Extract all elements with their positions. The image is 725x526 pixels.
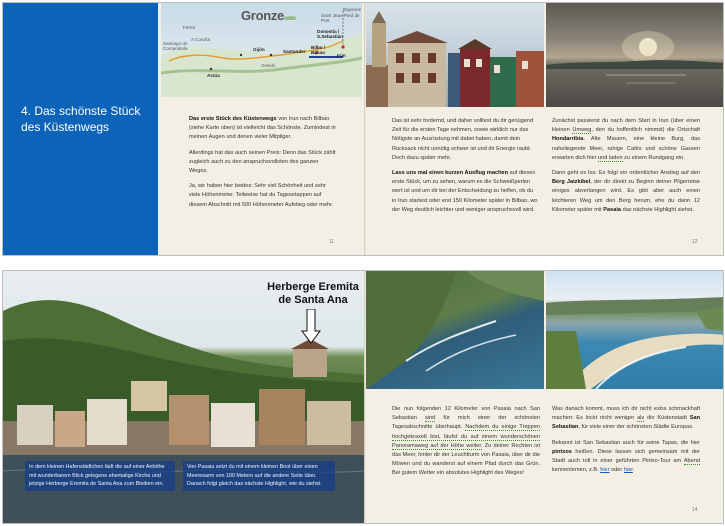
route-map [161,3,362,97]
map-label-gijon: Gijón [253,47,265,52]
p14-col1-text-b: für mich einer der schönsten Tagesabschnitte überhaupt. [392,415,540,431]
photo-sunset-art [546,3,724,107]
page-number-11: 11 [329,239,335,245]
p14-col2-text-f: kennenlernen, z.B. [552,467,601,474]
p12-col2-text-e: Dann geht es los: Es folgt ein ordentlicher Anstieg auf den [552,170,700,177]
map-label-bilbao: Bilbo / Bilbao [311,45,326,55]
gronze-logo: Gronzecom [241,8,296,23]
p14-col2-text-a: Was danach kommt, muss ich dir nicht extra schmackhaft machen: Es lockt nicht weniger [552,406,700,422]
map-label-santander: Santander [283,49,306,54]
page-number-12: 12 [692,239,698,245]
map-label-santiago: Santiago de Compostela [163,41,188,51]
p12-hondarribia: Hondarribia [552,136,584,143]
p14-col1-text-c: Zu deiner Rechten ist das Meer, hinter dir der Leuchtturm von Pasaia, über dir die Möwen und du wanderst auf einem Pfad durch das Grün. Bei gutem Wetter ein absolutes Highlight des Weges! [392,442,540,477]
map-label-arzua: Arzúa [207,73,220,78]
p12-umweg: Umweg [572,127,592,134]
p11-bold-lead: Das erste Stück des Küstenwegs [189,116,277,122]
p12-col2-text-d: zu einem Rundgang ein. [622,154,685,161]
page-12 [366,3,724,255]
page-12-col1 [392,117,538,221]
photo-coast-cliffs [366,271,544,389]
p14-pintxos: pintxos [552,448,572,455]
p14-col2-text-c: , für viele einer der schönsten Städte Europas. [578,424,694,431]
map-label-oviedo: Oviedo [261,63,276,68]
p14-als: als [637,415,645,422]
p14-link-hier-2[interactable]: hier [623,467,633,474]
photo-hondarribia-art [366,3,544,107]
p14-san-sebastian: San Sebastian [552,415,700,431]
page-14 [366,271,724,523]
p12-col1-para1: Das ist sehr fordernd, und daher solltest du dir genügend Zeit für die ersten Tage nehmen, sowie wirklich nur das Nötigste an Ausrüstung mit dabei haben, damit dein Rucksack nicht unnötig schwer ist und dir Energie raubt. Doch dazu später mehr. [392,118,534,161]
p12-col2-text-b: , den du hoffentlich nimmst) die Ortschaft [591,127,700,134]
down-arrow-icon [301,309,321,345]
annotation-herberge: Herberge Eremita de Santa Ana [267,281,359,306]
chapter-title: 4. Das schönste Stück des Küstenwegs [21,104,141,134]
p14-col2-text-e: heißen. Diese lassen sich gemeinsam mit der Stadt auch toll in einer geführten Pintxo-Tour am [552,448,700,465]
p14-link-hier-1[interactable]: hier [600,467,610,474]
p12-col2-text-a: Zunächst passierst du nach dem Start in Irun (über einen kleinen [552,118,700,134]
page-number-14: 14 [692,507,698,513]
p12-pasaia: Pasaia [603,206,622,213]
p14-col2-text-g: oder [609,467,624,474]
p12-und-laden: und laden [598,154,623,161]
p12-col1-para2: auf dieses erste Stück, um zu sehen, warum es die Schweißperlen wert ist und um dir bei der Entscheidung zu helfen, ob du in Irun startest oder erst 150 Kilometer später in Bilbao, wo der Weg deutlich leichter und weniger anspruchsvoll wird. [392,170,538,213]
p11-para3: Ja, wir haben hier beides: Sehr viel Schönheit und sehr viele Höhenmeter. Teilweise hat du Tagesetappen auf diesem Abschnitt mit 500 Höhenmeter Aufstieg oder mehr. [189,183,334,208]
p12-berg: Berg Jaizkibel [552,179,591,186]
map-label-bayonne: Bayonne [343,7,362,12]
photo-hondarribia [366,3,544,107]
page-12-col2 [552,117,700,221]
page-11-text [189,115,337,216]
map-label-irun: Irún [337,53,346,58]
p14-col2-text-h: . [632,467,635,474]
map-label-donostia: Donostia / S.Sebastián [317,29,344,39]
p14-col2-text-d: Bekannt ist San Sebastian auch für seine Tapas, die hier [552,439,700,446]
p12-col1-bold-lead: Lass uns mal einen kurzen Ausflug machen [392,170,509,177]
spread-bottom [2,270,724,524]
page-14-col1 [392,405,540,485]
p12-col2-text-f: , der dir direkt zu Beginn deiner Pilgerreise einiges abverlangen wird. Es gibt aber auch einen leichteren Weg um den Berg herum, ehe du dann 12 Kilometer später mit [552,179,700,213]
p12-col2-text-g: das nächste Highlight siehst. [621,206,694,213]
p11-para1: von Irun nach Bilbao (siehe Karte oben) ist vielleicht das Schönste. Zumindest in meinen Augen und denen vieler Mitpilger. [189,116,336,141]
photo-san-sebastian-bay [546,271,724,389]
p11-para2: Allerdings hat das auch seinen Preis: Denn das Stück zählt zugleich auch zu den anspruchsvollsten des ganzen Weges. [189,149,336,175]
map-label-coruna: A Coruña [191,37,211,42]
p12-col2-text-c: . Alte Mauern, eine kleine Burg, das naheliegende Meer, ruhige Cafés und schöne Gassen erwarten dich hier [552,136,700,161]
caption-right: Von Pasaia setzt du mit einem kleinen Boot über einen Meeresarm von 100 Metern auf die andere Seite über. Danach folgt gleich das nächste Highlight, wie du siehst. [183,461,335,491]
photo-coast-art [366,271,544,389]
p14-abend: Abend [683,458,700,465]
page-chapter-left [3,3,364,255]
spread-top [2,2,724,256]
photo-sunset-sea [546,3,724,107]
chapter-panel [3,3,158,255]
map-label-ferrol: Ferrol [183,25,195,30]
p14-col1-text-a: Die nun folgenden 12 Kilometer von Pasaia nach San Sebastian [392,406,540,422]
map-label-stjean: Saint Jean Pied de Port [321,13,360,23]
p14-sind: sind [424,415,436,422]
photo-bay-art [546,271,724,389]
caption-left: In dem kleinen Hafenstädtchen lädt die auf einer Anhöhe mit wunderbarem Blick gelegene ehemalige Kirche und jetzige Herberge Eremita de Santa Ana zum Bleiben ein. [25,461,175,491]
p14-col2-text-b: die Küstenstadt [644,415,690,422]
p14-underlined-sentence: Nachdem du einige Treppen hochgekraxelt bist, läufst du auf einem wunderschönen Panoramaweg auf der Höhe weiter. [392,424,540,449]
photo-pasaia [3,271,364,523]
page-14-col2 [552,405,700,481]
